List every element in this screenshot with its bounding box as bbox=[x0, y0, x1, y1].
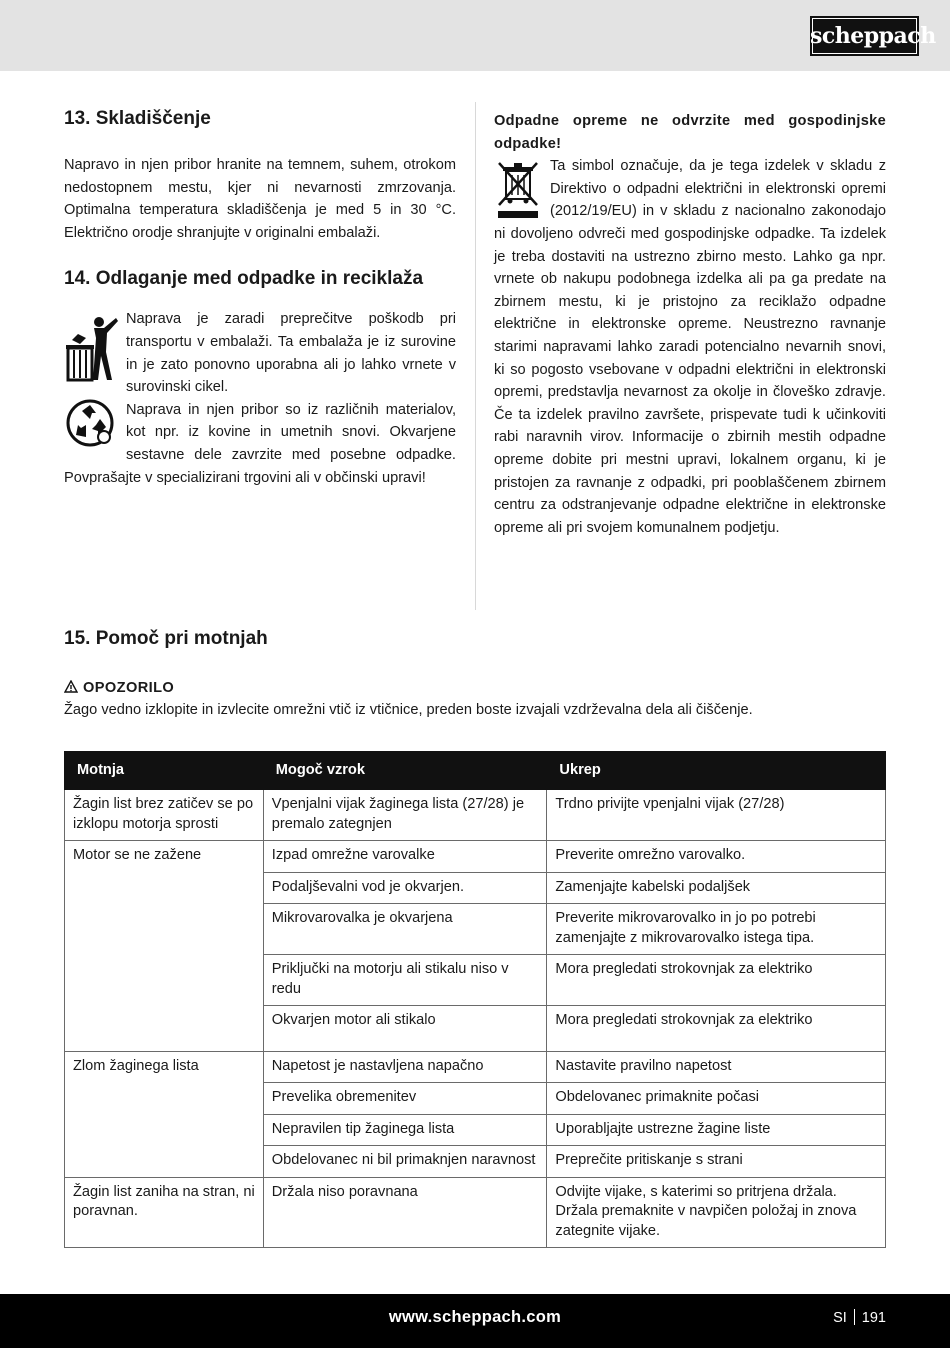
table-row bbox=[65, 841, 886, 873]
right-column bbox=[494, 110, 886, 539]
warning-triangle-icon bbox=[64, 680, 78, 693]
table-row bbox=[65, 790, 886, 841]
website-link[interactable]: www.scheppach.com bbox=[388, 1308, 562, 1326]
cause-cell: Vpenjalni vijak žaginega lista (27/28) je premalo zategnjen bbox=[263, 790, 547, 841]
footer-bar bbox=[0, 1294, 950, 1348]
section-15-title: 15. Pomoč pri motnjah bbox=[64, 628, 268, 649]
section-13-text: Napravo in njen pribor hranite na temnem, suhem, otrokom nedostopnem mestu, kjer ni nevarnosti zmrzovanja. Optimalna temperatura skladiščenja je med 5 in 30 °C. Električno orodje shranjujte v originalni embalaži. bbox=[64, 157, 456, 241]
cause-cell: Podaljševalni vod je okvarjen. bbox=[263, 872, 547, 904]
action-cell: Mora pregledati strokovnjak za elektriko bbox=[547, 1006, 886, 1052]
recycle-icon bbox=[64, 397, 124, 451]
action-cell: Obdelovanec primaknite počasi bbox=[547, 1083, 886, 1115]
cause-cell: Napetost je nastavljena napačno bbox=[263, 1051, 547, 1083]
column-divider bbox=[475, 102, 476, 610]
top-bar bbox=[0, 0, 950, 71]
fault-cell: Zlom žaginega lista bbox=[65, 1051, 264, 1177]
weee-warning-title: Odpadne opreme ne odvrzite med gospodinjske odpadke! bbox=[494, 113, 886, 152]
warning-block bbox=[64, 677, 753, 721]
fault-cell: Žagin list brez zatičev se po izklopu motorja sprosti bbox=[65, 790, 264, 841]
cause-cell: Nepravilen tip žaginega lista bbox=[263, 1114, 547, 1146]
header-fault: Motnja bbox=[65, 752, 264, 790]
table-header-row bbox=[65, 752, 886, 790]
cause-cell: Prevelika obremenitev bbox=[263, 1083, 547, 1115]
cause-cell: Okvarjen motor ali stikalo bbox=[263, 1006, 547, 1052]
cause-cell: Izpad omrežne varovalke bbox=[263, 841, 547, 873]
warning-title: OPOZORILO bbox=[83, 680, 175, 696]
action-cell: Nastavite pravilno napetost bbox=[547, 1051, 886, 1083]
brand-logo[interactable]: scheppach bbox=[810, 16, 919, 56]
section-13-title: 13. Skladiščenje bbox=[64, 108, 211, 129]
troubleshooting-table bbox=[64, 751, 886, 1248]
section-14-packaging-text: Naprava je zaradi preprečitve poškodb pri transportu v embalaži. Ta embalaža je iz surovine in je zato ponovno uporabna ali jo lahko vrnete v surovinski cikel. bbox=[126, 311, 456, 396]
left-column bbox=[64, 104, 456, 489]
page-separator bbox=[854, 1309, 855, 1325]
table-row bbox=[65, 1177, 886, 1248]
action-cell: Odvijte vijake, s katerimi so pritrjena držala. Držala premaknite v navpičen položaj in znova zategnite vijake. bbox=[547, 1177, 886, 1248]
page-number bbox=[833, 1309, 886, 1326]
action-cell: Uporabljajte ustrezne žagine liste bbox=[547, 1114, 886, 1146]
header-cause: Mogoč vzrok bbox=[263, 752, 547, 790]
fault-cell: Žagin list zaniha na stran, ni poravnan. bbox=[65, 1177, 264, 1248]
action-cell: Preprečite pritiskanje s strani bbox=[547, 1146, 886, 1178]
cause-cell: Obdelovanec ni bil primaknjen naravnost bbox=[263, 1146, 547, 1178]
section-14-materials-text: Naprava in njen pribor so iz različnih materialov, kot npr. iz kovine in umetnih snovi. Okvarjene sestavne dele zavrzite med posebne odpadke. Povprašajte v specializirani trgovini ali v občinski upravi! bbox=[64, 401, 456, 486]
cause-cell: Držala niso poravnana bbox=[263, 1177, 547, 1248]
action-cell: Trdno privijte vpenjalni vijak (27/28) bbox=[547, 790, 886, 841]
action-cell: Mora pregledati strokovnjak za elektriko bbox=[547, 955, 886, 1006]
cause-cell: Priključki na motorju ali stikalu niso v redu bbox=[263, 955, 547, 1006]
section-14-title: 14. Odlaganje med odpadke in reciklaža bbox=[64, 268, 424, 290]
header-action: Ukrep bbox=[547, 752, 886, 790]
crossed-bin-icon bbox=[494, 159, 548, 221]
language-code: SI bbox=[833, 1310, 847, 1326]
warning-text: Žago vedno izklopite in izvlecite omrežni vtič iz vtičnice, preden boste izvajali vzdrževalna dela ali čiščenje. bbox=[64, 702, 753, 718]
tidyman-icon bbox=[64, 308, 124, 386]
fault-cell: Motor se ne zažene bbox=[65, 841, 264, 1052]
action-cell: Zamenjajte kabelski podaljšek bbox=[547, 872, 886, 904]
action-cell: Preverite omrežno varovalko. bbox=[547, 841, 886, 873]
action-cell: Preverite mikrovarovalko in jo po potrebi zamenjajte z mikrovarovalko istega tipa. bbox=[547, 904, 886, 955]
table-row bbox=[65, 1051, 886, 1083]
page-number-value: 191 bbox=[861, 1310, 886, 1326]
cause-cell: Mikrovarovalka je okvarjena bbox=[263, 904, 547, 955]
weee-text: Ta simbol označuje, da je tega izdelek v skladu z Direktivo o odpadni električni in elektronski opremi (2012/19/EU) in v skladu z nacionalno zakonodajo ni dovoljeno odvreči med gospodinjske odpadke. Ta izdelek je treba dostaviti na ustrezno zbirno mesto. Lahko ga npr. vrnete ob nakupu podobnega izdelka ali pa ga predate na zbirnem mestu, ki je pristojno za reciklažo odpadne električne in elektronske opreme. Neustrezno ravnanje starimi napravami lahko zaradi potencialno nevarnih snovi, ki so pogosto vsebovane v odpadni električni in elektronski opremi, predstavlja nevarnost za okolje in človeško zdravje. Če ta izdelek pravilno završete, prispevate tudi k učinkoviti rabi naravnih virov. Informacije o zbirnih mestih odpadne opreme dobite pri mestni upravi, lokalnem organu, ki je pristojen za ravnanje z odpadki, pri pooblaščenem zbirnem centru za odstranjevanje odpadne električne in elektronske opreme ali pri svojem komunalnem podjetju. bbox=[494, 158, 886, 536]
